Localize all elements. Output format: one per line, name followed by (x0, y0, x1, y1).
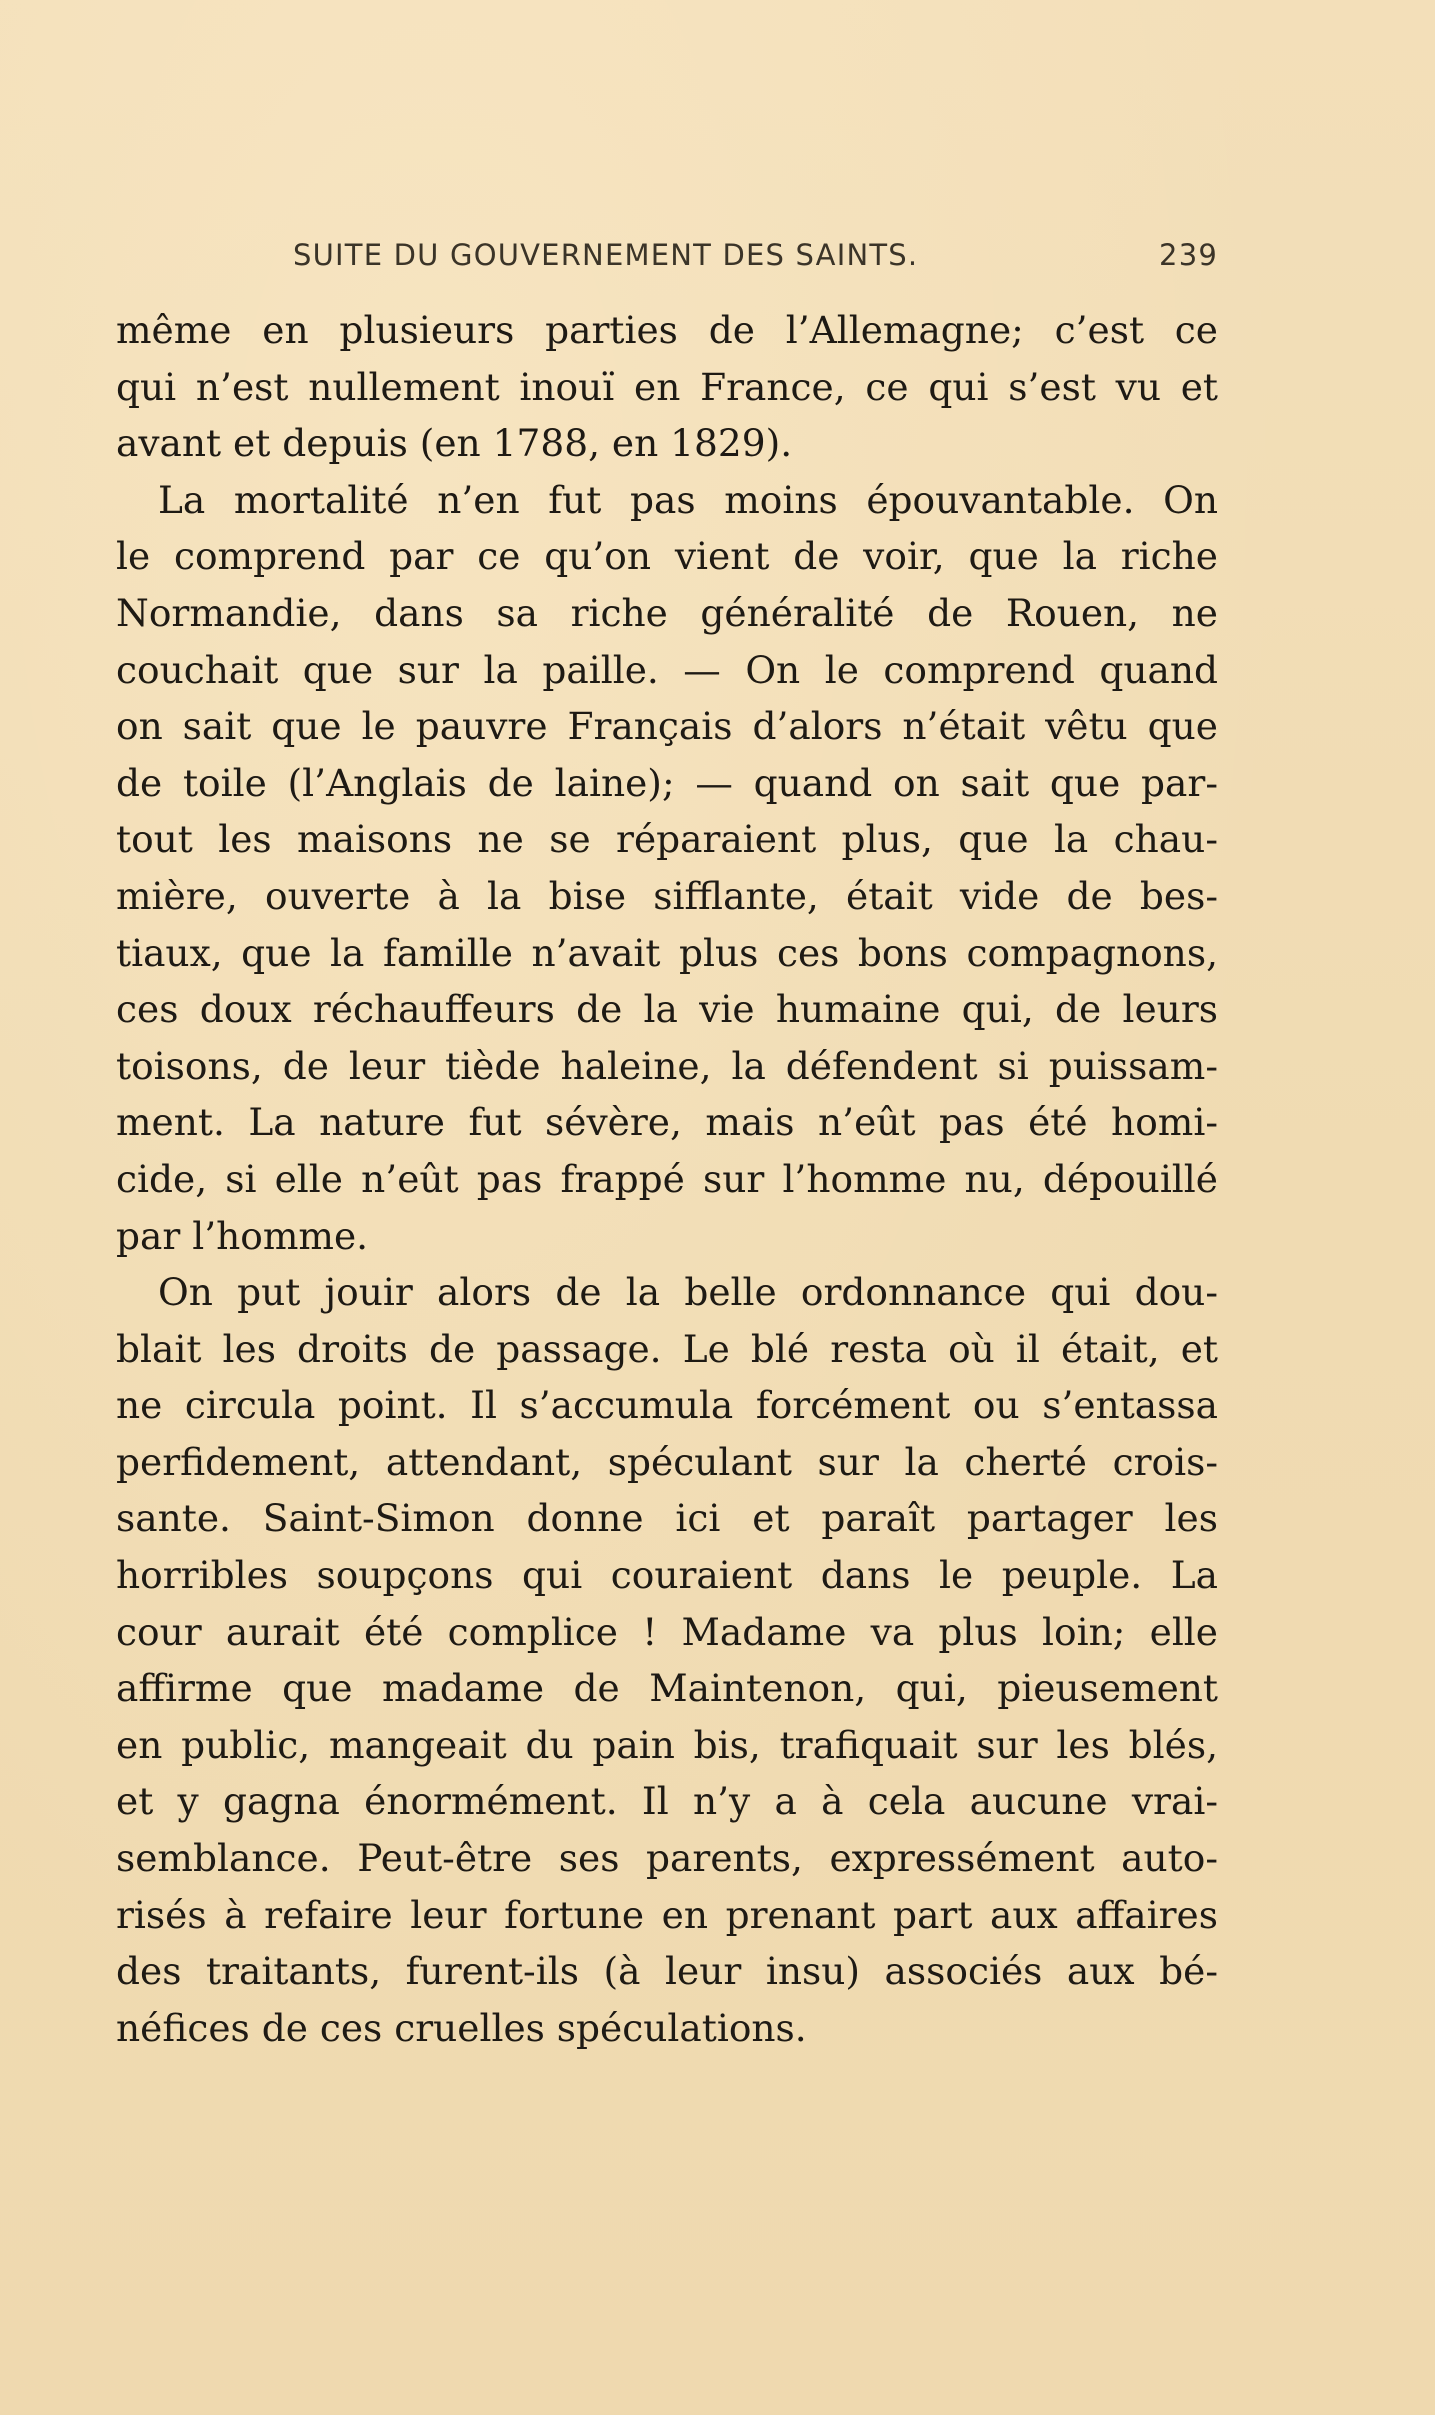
text-line: semblance. Peut-être ses parents, expressément auto- (116, 1836, 1218, 1881)
text-line: cour aurait été complice ! Madame va plus loin; elle (116, 1609, 1218, 1654)
text-line: perfidement, attendant, spéculant sur la cherté crois- (116, 1439, 1218, 1484)
text-line: le comprend par ce qu’on vient de voir, que la riche (116, 534, 1218, 579)
text-line: mière, ouverte à la bise sifflante, était vide de bes- (116, 873, 1218, 918)
text-line: La mortalité n’en fut pas moins épouvantable. On (158, 477, 1218, 522)
text-line: tiaux, que la famille n’avait plus ces bons compagnons, (116, 930, 1218, 975)
text-line: blait les droits de passage. Le blé resta où il était, et (116, 1326, 1218, 1371)
text-line: des traitants, furent-ils (à leur insu) associés aux bé- (116, 1949, 1218, 1994)
text-line: et y gagna énormément. Il n’y a à cela aucune vrai- (116, 1779, 1218, 1824)
text-line: on sait que le pauvre Français d’alors n’était vêtu que (116, 704, 1218, 749)
text-line: par l’homme. (116, 1213, 369, 1258)
text-line: sante. Saint-Simon donne ici et paraît partager les (116, 1496, 1218, 1541)
text-line: affirme que madame de Maintenon, qui, pieusement (116, 1666, 1218, 1711)
text-line: ne circula point. Il s’accumula forcément ou s’entassa (116, 1383, 1218, 1428)
text-line: risés à refaire leur fortune en prenant part aux affaires (116, 1892, 1218, 1937)
text-line: couchait que sur la paille. — On le comprend quand (116, 647, 1218, 692)
text-line: Normandie, dans sa riche généralité de Rouen, ne (116, 590, 1218, 635)
text-line: avant et depuis (en 1788, en 1829). (116, 421, 793, 466)
text-line: horribles soupçons qui couraient dans le peuple. La (116, 1553, 1218, 1598)
text-line: ment. La nature fut sévère, mais n’eût pas été homi- (116, 1100, 1218, 1145)
text-line: même en plusieurs parties de l’Allemagne; c’est ce (116, 308, 1218, 352)
text-line: tout les maisons ne se réparaient plus, que la chau- (116, 817, 1218, 862)
body-text (116, 302, 1218, 2056)
running-head: SUITE DU GOUVERNEMENT DES SAINTS. (293, 238, 919, 272)
text-line: On put jouir alors de la belle ordonnance qui dou- (158, 1270, 1218, 1315)
text-line: néfices de ces cruelles spéculations. (116, 2005, 807, 2050)
text-line: de toile (l’Anglais de laine); — quand on sait que par- (116, 760, 1218, 805)
text-line: ces doux réchauffeurs de la vie humaine qui, de leurs (116, 987, 1218, 1032)
page-header (116, 238, 1218, 288)
text-line: qui n’est nullement inouï en France, ce qui s’est vu et (116, 364, 1218, 409)
text-line: en public, mangeait du pain bis, trafiquait sur les blés, (116, 1722, 1218, 1767)
text-line: cide, si elle n’eût pas frappé sur l’homme nu, dépouillé (116, 1156, 1218, 1201)
text-line: toisons, de leur tiède haleine, la défendent si puissam- (116, 1043, 1218, 1088)
page-number: 239 (1159, 238, 1218, 272)
